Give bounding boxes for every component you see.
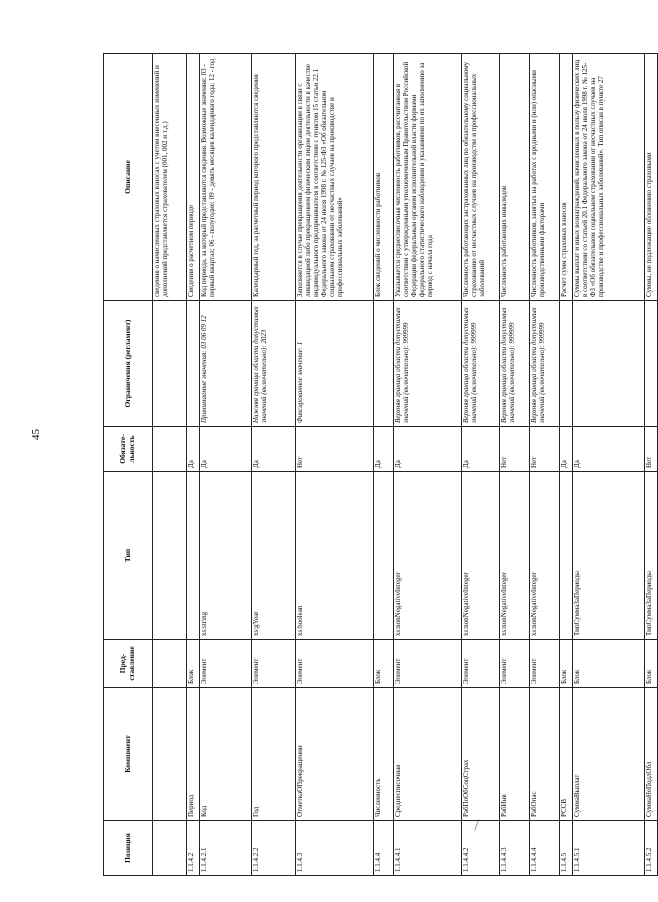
cell-component: Код — [200, 688, 252, 821]
cell-restriction: Верхняя граница области допустимых значений (включительно): 999999 — [500, 301, 530, 427]
cell-description: Численность работающих застрахованных лиц по обязательному социальному страхованию от несчастных случаев на производстве и профессиональных заболеваний — [462, 54, 500, 301]
cell-mandatory: Да — [374, 427, 394, 472]
cell-type: xs:nonNegativeInteger — [530, 472, 560, 640]
cell-presentation: Блок — [645, 640, 658, 688]
cell-type: ТипСуммаЗаПериоды — [645, 472, 658, 640]
cell-restriction: Верхняя граница области допустимых значений (включительно): 999999 — [394, 301, 462, 427]
cell-component — [153, 688, 187, 821]
cell-presentation — [153, 640, 187, 688]
cell-component: Период — [187, 688, 200, 821]
header-mandatory: Обязате-льность — [104, 427, 153, 472]
cell-position: 1.1.4.2.1 — [200, 821, 252, 876]
cell-presentation: Элемент — [500, 640, 530, 688]
cell-position: 1.1.4.2 — [187, 821, 200, 876]
cell-description: Суммы, не подлежащие обложению страховыми — [645, 54, 658, 301]
cell-restriction — [187, 301, 200, 427]
cell-restriction — [645, 301, 658, 427]
cell-component: Год — [252, 688, 296, 821]
cell-type: xs:string — [200, 472, 252, 640]
cell-mandatory: Да — [252, 427, 296, 472]
cell-presentation: Блок — [573, 640, 645, 688]
cell-position: 1.1.4.5.1 — [573, 821, 645, 876]
cell-mandatory: Да — [200, 427, 252, 472]
cell-mandatory — [153, 427, 187, 472]
cell-description: Код периода, за который представляются сведения. Возможные значения: 03 - первый квартал; 06 - полугодие; 09 - девять месяцев календарного года; 12 - год — [200, 54, 252, 301]
cell-description: сведения о начисленных страховых взносах с учетом внесенных изменений и дополнений представляется страхователем (001, 002 и т.д.) — [153, 54, 187, 301]
cell-type — [187, 472, 200, 640]
header-position: Позиция — [104, 821, 153, 876]
table-row — [374, 54, 394, 876]
cell-component: РабПоОбСоцСтрах — [462, 688, 500, 821]
header-description: Описание — [104, 54, 153, 301]
specification-table — [103, 53, 658, 876]
page-number: 45 — [30, 429, 42, 440]
cell-restriction — [560, 301, 573, 427]
header-type: Тип — [104, 472, 153, 640]
cell-position: 1.1.4.5 — [560, 821, 573, 876]
cell-description: Численность работников, занятых на работах с вредными и (или) опасными производственными факторами — [530, 54, 560, 301]
table-row — [573, 54, 645, 876]
cell-description: Суммы выплат и иных вознаграждений, начисленных в пользу физических лиц в соответствии со статьей 20.1 Федерального закона от 24 июля 1998 г. № 125-ФЗ «Об обязательном социальном страховании от несчастных случаев на производстве и профессиональных заболеваний». Тип описан в пункте 27 — [573, 54, 645, 301]
cell-position: 1.1.4.4.4 — [530, 821, 560, 876]
table-row — [530, 54, 560, 876]
cell-presentation: Элемент — [296, 640, 374, 688]
cell-description: Указывается среднесписочная численность работников, рассчитанная в соответствии с утвержденными уполномоченным Правительством Российской Федерации федеральным органом исполнительной власти формами федерального статистического наблюдения и указаниями по их заполнению за период с начала года — [394, 54, 462, 301]
cell-presentation: Блок — [187, 640, 200, 688]
cell-restriction: Фиксированное значение: 1 — [296, 301, 374, 427]
table-row — [153, 54, 187, 876]
cell-mandatory: Да — [573, 427, 645, 472]
cell-restriction: Верхняя граница области допустимых значений (включительно): 999999 — [462, 301, 500, 427]
cell-presentation: Элемент — [200, 640, 252, 688]
cell-type — [560, 472, 573, 640]
cell-description: Расчет сумм страховых взносов — [560, 54, 573, 301]
table-row — [296, 54, 374, 876]
cell-description: Календарный год, за расчетный период которого представляются сведения — [252, 54, 296, 301]
cell-position: 1.1.4.4.2 — [462, 821, 500, 876]
header-component: Компонент — [104, 688, 153, 821]
cell-presentation: Элемент — [394, 640, 462, 688]
table-row — [645, 54, 658, 876]
cell-type: xs:gYear — [252, 472, 296, 640]
cell-position: 1.1.4.4.3 — [500, 821, 530, 876]
cell-component: РССВ — [560, 688, 573, 821]
cell-restriction — [374, 301, 394, 427]
cell-type: ТипСуммаЗаПериоды — [573, 472, 645, 640]
cell-type: xs:nonNegativeInteger — [462, 472, 500, 640]
cell-description: Численность работающих инвалидов — [500, 54, 530, 301]
cell-mandatory: Да — [462, 427, 500, 472]
table-row — [252, 54, 296, 876]
cell-restriction: Верхняя граница области допустимых значений (включительно): 999999 — [530, 301, 560, 427]
cell-mandatory: Нет — [530, 427, 560, 472]
cell-component: Среднесписочная — [394, 688, 462, 821]
cell-component: СуммаНеПодлОбл — [645, 688, 658, 821]
cell-component: ОтметкаОПрекращении — [296, 688, 374, 821]
cell-mandatory: Нет — [645, 427, 658, 472]
cell-position — [153, 821, 187, 876]
cell-description: Сведения о расчетном периоде — [187, 54, 200, 301]
cell-presentation: Элемент — [252, 640, 296, 688]
cell-restriction — [153, 301, 187, 427]
cell-presentation: Блок — [374, 640, 394, 688]
cell-mandatory: Да — [187, 427, 200, 472]
cell-mandatory: Да — [394, 427, 462, 472]
cell-position: 1.1.4.5.2 — [645, 821, 658, 876]
table-row — [394, 54, 462, 876]
header-restriction: Ограничения (регламент) — [104, 301, 153, 427]
table-row — [462, 54, 500, 876]
cell-restriction: Нижняя граница области допустимых значений (включительно): 2023 — [252, 301, 296, 427]
cell-type — [153, 472, 187, 640]
cell-description: Заполняется в случае прекращения деятельности организации в связи с ликвидацией либо прекращением физическим лицом деятельности в качестве индивидуального предпринимателя в соответствии с пунктом 15 статьи 22.1 Федерального закона от 24 июля 1998 г. № 125-ФЗ «Об обязательном социальном страховании от несчастных случаев на производстве и профессиональных заболеваний» — [296, 54, 374, 301]
header-presentation: Пред-ставление — [104, 640, 153, 688]
table-row — [560, 54, 573, 876]
table-row — [187, 54, 200, 876]
cell-description: Блок сведений о численности работников — [374, 54, 394, 301]
rotated-table-sheet — [103, 54, 653, 876]
cell-position: 1.1.4.4 — [374, 821, 394, 876]
cell-type: xs:nonNegativeInteger — [394, 472, 462, 640]
cell-type — [374, 472, 394, 640]
table-row — [500, 54, 530, 876]
cell-position: 1.1.4.3 — [296, 821, 374, 876]
cell-component: СуммаВыплат — [573, 688, 645, 821]
cell-type: xs:nonNegativeInteger — [500, 472, 530, 640]
cell-position: 1.1.4.2.2 — [252, 821, 296, 876]
cell-mandatory: Нет — [500, 427, 530, 472]
cell-presentation: Элемент — [530, 640, 560, 688]
cell-mandatory: Да — [560, 427, 573, 472]
cell-presentation: Блок — [560, 640, 573, 688]
cell-mandatory: Нет — [296, 427, 374, 472]
cell-component: РабОпас — [530, 688, 560, 821]
cell-presentation: Элемент — [462, 640, 500, 688]
cell-restriction: Принимаемые значения: 03 06 09 12 — [200, 301, 252, 427]
cell-type: xs:boolean — [296, 472, 374, 640]
cell-component: РабИнв — [500, 688, 530, 821]
table-header-row — [104, 54, 153, 876]
table-row — [200, 54, 252, 876]
cell-restriction — [573, 301, 645, 427]
cell-component: Численность — [374, 688, 394, 821]
cell-position: 1.1.4.4.1 — [394, 821, 462, 876]
